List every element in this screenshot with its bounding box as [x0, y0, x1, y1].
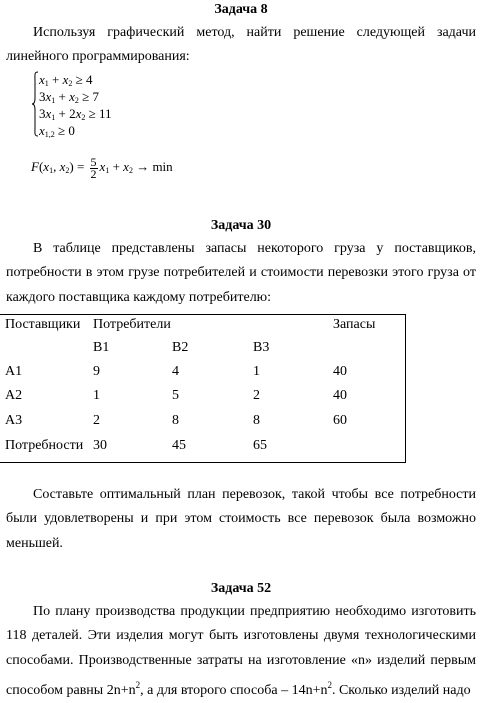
table-border-right [405, 314, 406, 463]
constraint-2: $3x_1 + x_2 \ge 7$ [39, 89, 100, 105]
curly-brace [31, 71, 39, 137]
task52-title: Задача 52 [210, 581, 272, 596]
row-a3-cost-b3: 8 [253, 413, 260, 428]
nonnegativity-constraint: $x_{1,2} \ge 0$ [39, 123, 75, 139]
demand-b1: 30 [93, 438, 107, 453]
consumer-b3: B3 [253, 340, 270, 355]
table-border-top [0, 314, 406, 315]
task30-title: Задача 30 [210, 218, 272, 233]
row-a3-stock: 60 [333, 413, 347, 428]
table-border-bottom [0, 462, 406, 463]
row-a3-name: A3 [5, 413, 23, 428]
row-a2-name: A2 [5, 388, 23, 403]
consumer-b1: B1 [93, 340, 110, 355]
row-a2-cost-b2: 5 [172, 388, 179, 403]
task52-text: По плану производства продукции предприятию необходимо изготовить 118 деталей. Эти изделия могут быть изготовлены двумя технологическими способами. Производственные затраты на изготовление «n» изделий первым способом равны $2n+n^2$, а для второго способа – $14n+n^2$. Сколько изделий надо [6, 604, 476, 698]
row-a1-cost-b1: 9 [93, 364, 100, 379]
row-a3-cost-b1: 2 [93, 413, 100, 428]
row-a1-name: A1 [5, 364, 23, 379]
row-a3-cost-b2: 8 [172, 413, 179, 428]
row-a1-cost-b3: 1 [253, 364, 260, 379]
constraint-1: $x_1 + x_2 \ge 4$ [39, 72, 93, 88]
row-a2-cost-b3: 2 [253, 388, 260, 403]
row-a2-stock: 40 [333, 388, 347, 403]
constraints-system [31, 71, 161, 137]
header-suppliers: Поставщики [5, 317, 81, 332]
row-a2-cost-b1: 1 [93, 388, 100, 403]
row-a1-stock: 40 [333, 364, 347, 379]
transport-table [0, 314, 406, 463]
task8-text: Используя графический метод, найти решение следующей задачи линейного программирования: [6, 25, 476, 65]
objective-function: $F(x_1$, $x_2$) = $\frac{5}{2}$ $x_1 + x_2 \to \min$ [31, 154, 173, 181]
task30-after-text: Составьте оптимальный план перевозок, такой чтобы все потребности были удовлетворены и при этом стоимость все перевозок была возможно меньшей. [6, 487, 476, 551]
task30-text: В таблице представлены запасы некоторого груза у поставщиков, потребности в этом грузе потребителей и стоимости перевозки этого груза от каждого поставщика каждому потребителю: [6, 241, 476, 305]
demand-b3: 65 [253, 438, 267, 453]
task8-title: Задача 8 [214, 2, 268, 17]
consumer-b2: B2 [172, 340, 189, 355]
header-stock: Запасы [333, 317, 376, 332]
fraction: $\frac{5}{2}$ [90, 154, 97, 181]
demand-label: Потребности [5, 438, 84, 453]
header-consumers: Потребители [93, 317, 171, 332]
demand-b2: 45 [172, 438, 186, 453]
row-a1-cost-b2: 4 [172, 364, 179, 379]
constraint-3: $3x_1 + 2x_2 \ge 11$ [39, 106, 112, 122]
